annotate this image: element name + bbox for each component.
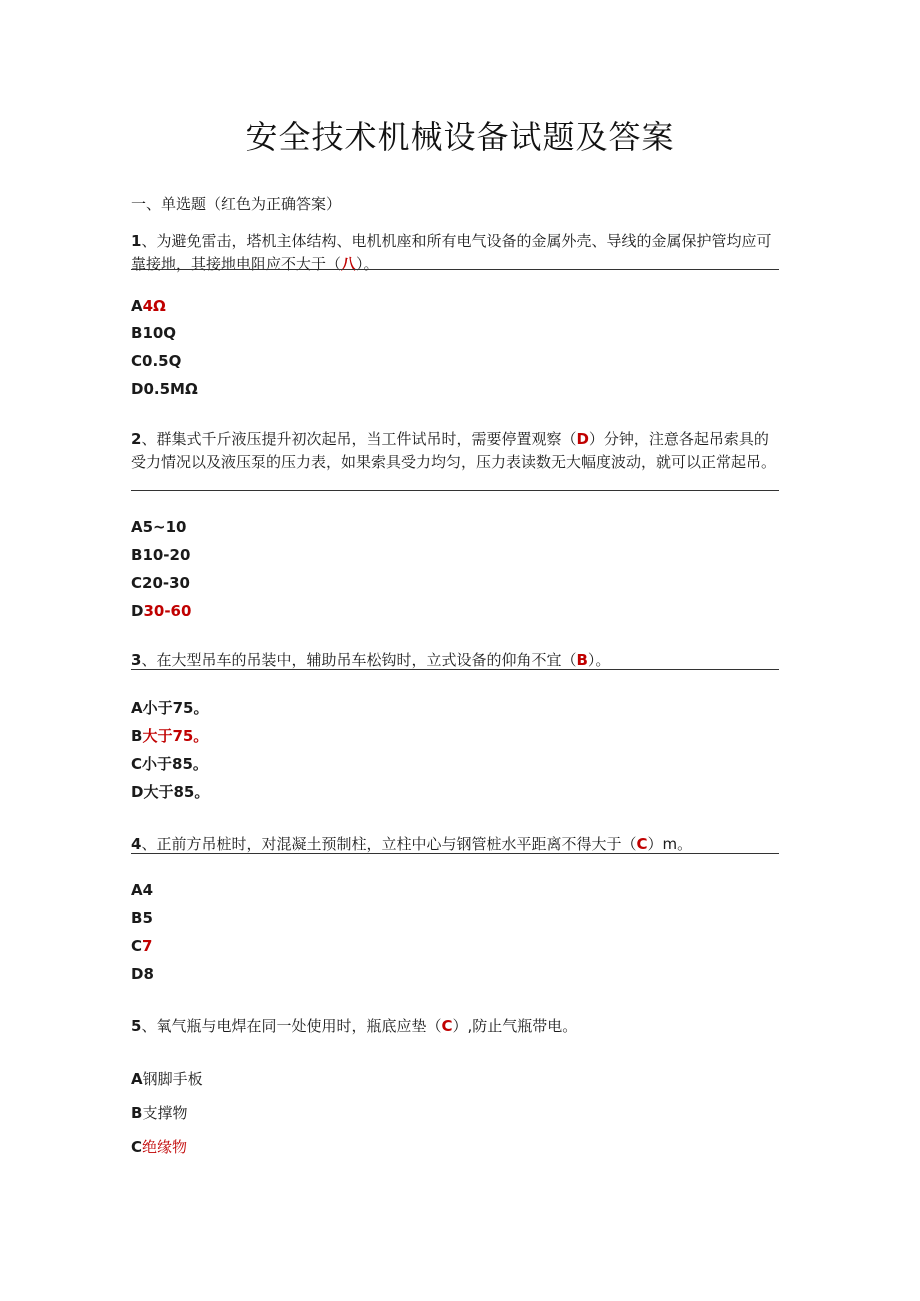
answer-mark: 八	[341, 255, 357, 273]
question-number: 5	[131, 1017, 142, 1035]
option-letter: C	[131, 1138, 143, 1156]
option-value: 大于85。	[143, 783, 210, 801]
question-2	[131, 428, 781, 474]
option-letter: B	[131, 1104, 143, 1122]
question-number: 4	[131, 835, 142, 853]
question-stem: 、正前方吊桩时，对混凝土预制柱，立柱中心与钢管桩水平距离不得大于（	[141, 835, 637, 853]
question-stem-end: ）,防止气瓶带电。	[452, 1017, 578, 1035]
option-5c	[131, 1137, 187, 1157]
option-value: 30-60	[143, 602, 192, 620]
option-letter: A	[131, 518, 143, 536]
option-value: 7	[142, 937, 153, 955]
option-value: 0.5MΩ	[143, 380, 198, 398]
option-letter: D	[131, 965, 144, 983]
question-number: 1	[131, 232, 142, 250]
section-heading: 一、单选题（红色为正确答案）	[131, 195, 342, 213]
divider	[131, 490, 779, 491]
option-value: 8	[143, 965, 154, 983]
option-letter: C	[131, 755, 143, 773]
option-value: 绝缘物	[142, 1138, 188, 1156]
option-value: 20-30	[142, 574, 190, 592]
option-letter: B	[131, 909, 143, 927]
question-number: 3	[131, 651, 142, 669]
option-letter: A	[131, 1070, 143, 1088]
option-value: 5~10	[142, 518, 187, 536]
option-letter: C	[131, 352, 143, 370]
option-1d	[131, 379, 198, 399]
option-letter: D	[131, 783, 144, 801]
option-letter: B	[131, 324, 143, 342]
option-1b	[131, 323, 176, 343]
question-number: 2	[131, 430, 142, 448]
option-3d	[131, 782, 209, 802]
option-5a	[131, 1069, 203, 1089]
option-3a	[131, 698, 208, 718]
option-3c	[131, 754, 208, 774]
answer-mark: C	[636, 835, 648, 853]
option-value: 大于75。	[142, 727, 209, 745]
option-letter: A	[131, 297, 143, 315]
option-letter: A	[131, 881, 143, 899]
option-1a	[131, 296, 166, 316]
option-letter: D	[131, 602, 144, 620]
option-4d	[131, 964, 154, 984]
option-letter: B	[131, 727, 143, 745]
question-stem: 、在大型吊车的吊装中，辅助吊车松钩时，立式设备的仰角不宜（	[141, 651, 577, 669]
question-stem: 、为避免雷击，塔机主体结构、电机机座和所有电气设备的金属外壳、导线的金属保护管均应可靠接地，其接地电阻应不大于（	[131, 232, 772, 273]
option-5b	[131, 1103, 187, 1123]
option-4c	[131, 936, 152, 956]
option-2a	[131, 517, 187, 537]
option-value: 4	[142, 881, 154, 899]
option-value: 4Ω	[142, 297, 166, 315]
answer-mark: D	[576, 430, 589, 448]
option-3b	[131, 726, 208, 746]
option-value: 10-20	[142, 546, 191, 564]
option-value: 支撑物	[142, 1104, 188, 1122]
question-stem: 、群集式千斤液压提升初次起吊，当工件试吊时，需要停置观察（	[141, 430, 577, 448]
question-stem-end: ）。	[587, 651, 611, 669]
option-letter: A	[131, 699, 143, 717]
question-stem: 、氧气瓶与电焊在同一处使用时，瓶底应垫（	[141, 1017, 442, 1035]
document-title: 安全技术机械设备试题及答案	[245, 118, 675, 156]
divider	[131, 269, 779, 270]
option-2d	[131, 601, 191, 621]
option-value: 5	[142, 909, 153, 927]
option-2b	[131, 545, 190, 565]
divider	[131, 853, 779, 854]
answer-mark: C	[441, 1017, 453, 1035]
option-letter: C	[131, 574, 143, 592]
divider	[131, 669, 779, 670]
question-5	[131, 1015, 781, 1038]
option-value: 小于85。	[142, 755, 208, 773]
option-4b	[131, 908, 153, 928]
option-letter: B	[131, 546, 143, 564]
option-letter: C	[131, 937, 143, 955]
option-2c	[131, 573, 190, 593]
option-value: 0.5Q	[142, 352, 182, 370]
option-value: 钢脚手板	[142, 1070, 203, 1088]
option-4a	[131, 880, 153, 900]
question-stem-end: ）m。	[647, 835, 693, 853]
option-value: 10Q	[142, 324, 177, 342]
option-letter: D	[131, 380, 144, 398]
answer-mark: B	[576, 651, 588, 669]
question-stem-end: ）分钟，注意各起吊索具的受力情况以及液压泵的压力表，如果索具受力均匀，压力表读数无大幅度波动，就可以正常起吊。	[131, 430, 777, 471]
question-stem-end: ）。	[356, 255, 379, 273]
option-1c	[131, 351, 181, 371]
option-value: 小于75。	[142, 699, 209, 717]
